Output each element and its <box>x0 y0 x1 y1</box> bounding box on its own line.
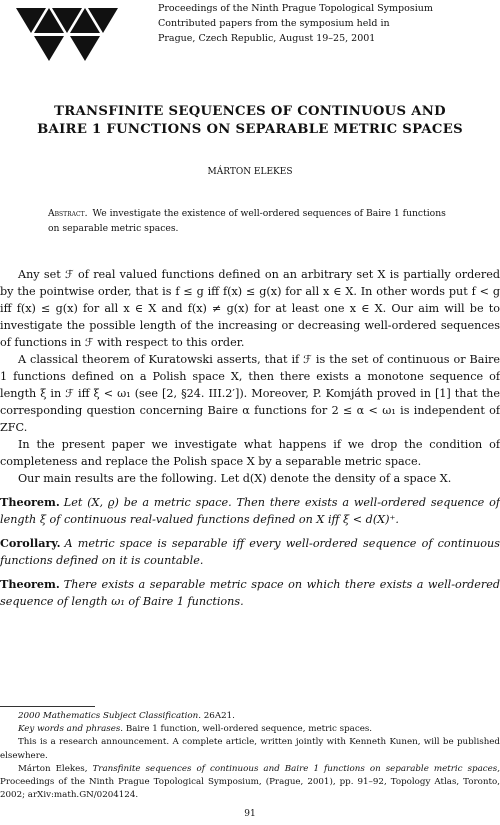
footnote-research-note: This is a research announcement. A complete article, written jointly with Kenneth Kunen, will be published elsewhere. <box>0 737 500 761</box>
title-line-1: TRANSFINITE SEQUENCES OF CONTINUOUS AND <box>54 104 446 119</box>
author-name: MÁRTON ELEKES <box>207 167 293 177</box>
proceedings-header <box>158 1 433 46</box>
paragraph-4: Our main results are the following. Let d(X) denote the density of a space X. <box>18 472 452 485</box>
keywords-value: Baire 1 function, well-ordered sequence, metric spaces. <box>125 724 373 735</box>
corollary-heading: Corollary. <box>0 536 61 550</box>
corollary-text: A metric space is separable iff every well-ordered sequence of continuous functions defined on it is countable. <box>0 537 500 567</box>
theorem-1-text: Let (X, ϱ) be a metric space. Then there exists a well-ordered sequence of length ξ of continuous real-valued functions defined on X iff ξ < d(X)⁺. <box>0 496 500 526</box>
body-text <box>0 266 500 610</box>
theorem-2-text: There exists a separable metric space on which there exists a well-ordered sequence of length ω₁ of Baire 1 functions. <box>0 578 500 608</box>
footnote-keywords <box>0 723 500 736</box>
msc-label: 2000 Mathematics Subject Classification. <box>18 711 202 721</box>
footnotes <box>0 710 500 802</box>
abstract <box>48 206 456 236</box>
title-line-2: BAIRE 1 FUNCTIONS ON SEPARABLE METRIC SPACES <box>37 122 463 137</box>
paragraph-3: In the present paper we investigate what happens if we drop the condition of completeness and replace the Polish space X by a separable metric space. <box>0 438 500 468</box>
header-line-2: Contributed papers from the symposium held in <box>158 18 390 29</box>
page-number: 91 <box>244 809 256 819</box>
header-line-3: Prague, Czech Republic, August 19–25, 2001 <box>158 33 376 44</box>
paragraph-1: Any set ℱ of real valued functions defined on an arbitrary set X is partially ordered by the pointwise order, that is f ≤ g iff f(x) ≤ g(x) for all x ∈ X. In other words put f < g iff f(x) ≤ g(x) for all x ∈ X and f(x) ≠ g(x) for at least one x ∈ X. Our aim will be to investigate the possible length of the increasing or decreasing well-ordered sequences of functions in ℱ with respect to this order. <box>0 268 500 349</box>
abstract-label: Abstract. <box>48 208 88 219</box>
footnote-divider <box>0 706 95 707</box>
citation-title: Transfinite sequences of continuous and Baire 1 functions on separable metric spaces, <box>92 763 500 774</box>
footnote-msc <box>0 710 500 723</box>
theorem-1 <box>0 494 500 528</box>
citation-author: Márton Elekes, <box>18 763 88 774</box>
msc-value: 26A21. <box>203 711 235 721</box>
theorem-2 <box>0 576 500 610</box>
paragraph-2: A classical theorem of Kuratowski asserts, that if ℱ is the set of continuous or Baire 1 functions defined on a Polish space X, then there exists a monotone sequence of length ξ in ℱ iff ξ < ω₁ (see [2, §24. III.2′]). Moreover, P. Komjáth proved in [1] that the corresponding question concerning Baire α functions for 2 ≤ α < ω₁ is independent of ZFC. <box>0 353 500 434</box>
corollary <box>0 535 500 569</box>
symposium-logo-icon <box>8 0 148 64</box>
paper-title <box>0 103 500 139</box>
footnote-citation <box>0 763 500 803</box>
citation-rest: Proceedings of the Ninth Prague Topological Symposium, (Prague, 2001), pp. 91–92, Topology Atlas, Toronto, 2002; arXiv:math.GN/0204124. <box>0 777 500 801</box>
keywords-label: Key words and phrases. <box>18 724 124 735</box>
abstract-text: We investigate the existence of well-ordered sequences of Baire 1 functions on separable metric spaces. <box>48 208 446 234</box>
header-line-1: Proceedings of the Ninth Prague Topological Symposium <box>158 3 433 14</box>
theorem-1-heading: Theorem. <box>0 495 60 509</box>
theorem-2-heading: Theorem. <box>0 577 60 591</box>
